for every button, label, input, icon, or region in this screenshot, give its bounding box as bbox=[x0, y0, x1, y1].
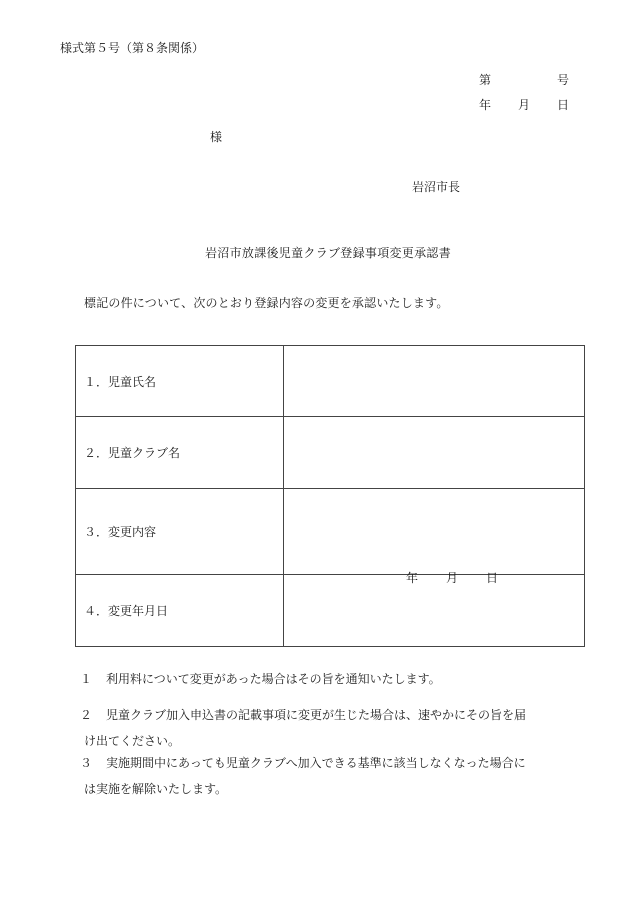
detail-table bbox=[75, 345, 585, 647]
change-date-year: 年 bbox=[406, 571, 419, 585]
document-number-suffix: 号 bbox=[557, 73, 570, 87]
document-title: 岩沼市放課後児童クラブ登録事項変更承認書 bbox=[205, 246, 452, 260]
note-text: 児童クラブ加入申込書の記載事項に変更が生じた場合は、速やかにその旨を届 bbox=[106, 708, 527, 722]
note-number: ２ bbox=[80, 708, 93, 722]
note-text: 実施期間中にあっても児童クラブへ加入できる基準に該当しなくなった場合に bbox=[106, 756, 526, 770]
row-label-change-date: ４．変更年月日 bbox=[76, 575, 284, 647]
row-value-child-name bbox=[284, 346, 585, 417]
issue-date-day: 日 bbox=[557, 98, 570, 112]
note-number: １ bbox=[80, 672, 93, 686]
note-text-continued: け出てください。 bbox=[84, 734, 181, 748]
change-date-fields bbox=[284, 571, 584, 646]
row-label-club-name: ２．児童クラブ名 bbox=[76, 417, 284, 489]
note-number: ３ bbox=[80, 756, 93, 770]
form-number: 様式第５号（第８条関係） bbox=[60, 41, 205, 55]
note-text-continued: は実施を解除いたします。 bbox=[84, 782, 228, 796]
row-value-change-details bbox=[284, 489, 585, 575]
addressee-suffix: 様 bbox=[210, 130, 223, 144]
document-number-label: 第 bbox=[479, 73, 492, 87]
body-text: 標記の件について、次のとおり登録内容の変更を承認いたします。 bbox=[84, 296, 449, 310]
table-row bbox=[76, 417, 585, 489]
row-value-club-name bbox=[284, 417, 585, 489]
table-row bbox=[76, 489, 585, 575]
row-value-change-date bbox=[284, 571, 585, 647]
change-date-day: 日 bbox=[486, 571, 499, 585]
issue-date-month: 月 bbox=[518, 98, 531, 112]
row-label-child-name: １．児童氏名 bbox=[76, 346, 284, 417]
change-date-month: 月 bbox=[446, 571, 459, 585]
note-text: 利用料について変更があった場合はその旨を通知いたします。 bbox=[106, 672, 441, 686]
row-label-change-details: ３．変更内容 bbox=[76, 489, 284, 575]
issue-date-year: 年 bbox=[479, 98, 492, 112]
table-row bbox=[76, 346, 585, 417]
issuer-name: 岩沼市長 bbox=[412, 180, 461, 194]
table-row bbox=[76, 575, 585, 647]
